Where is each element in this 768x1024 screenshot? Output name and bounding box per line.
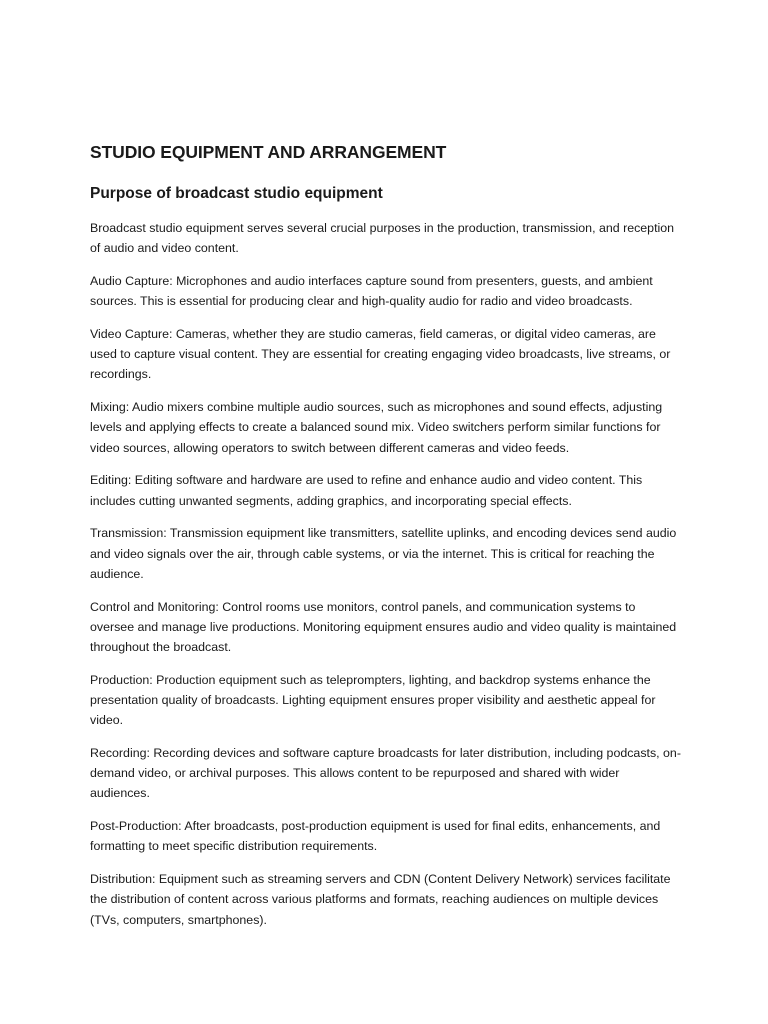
document-title: STUDIO EQUIPMENT AND ARRANGEMENT: [90, 142, 447, 162]
paragraph-intro: Broadcast studio equipment serves several crucial purposes in the production, transmission, and reception of audio and video content.: [90, 221, 675, 256]
paragraph-mixing: Mixing: Audio mixers combine multiple audio sources, such as microphones and sound effects, adjusting levels and applying effects to create a balanced sound mix. Video switchers perform similar functions for video sources, allowing operators to switch between different cameras and video feeds.: [90, 400, 663, 455]
paragraph-post-production: Post-Production: After broadcasts, post-production equipment is used for final edits, enhancements, and formatting to meet specific distribution requirements.: [90, 819, 661, 854]
document-page: [90, 140, 682, 942]
paragraph-transmission: Transmission: Transmission equipment like transmitters, satellite uplinks, and encoding devices send audio and video signals over the air, through cable systems, or via the internet. This is critical for reaching the audience.: [90, 526, 677, 581]
paragraph-recording: Recording: Recording devices and software capture broadcasts for later distribution, including podcasts, on-demand video, or archival purposes. This allows content to be repurposed and shared with wider audiences.: [90, 746, 681, 801]
paragraph-editing: Editing: Editing software and hardware are used to refine and enhance audio and video content. This includes cutting unwanted segments, adding graphics, and incorporating special effects.: [90, 473, 643, 508]
paragraph-audio-capture: Audio Capture: Microphones and audio interfaces capture sound from presenters, guests, and ambient sources. This is essential for producing clear and high-quality audio for radio and video broadcasts.: [90, 274, 653, 309]
section-heading: Purpose of broadcast studio equipment: [90, 185, 383, 202]
paragraph-video-capture: Video Capture: Cameras, whether they are studio cameras, field cameras, or digital video cameras, are used to capture visual content. They are essential for creating engaging video broadcasts, live streams, or recordings.: [90, 327, 671, 382]
paragraph-distribution: Distribution: Equipment such as streaming servers and CDN (Content Delivery Network) services facilitate the distribution of content across various platforms and formats, reaching audiences on multiple devices (TVs, computers, smartphones).: [90, 872, 671, 927]
paragraph-production: Production: Production equipment such as teleprompters, lighting, and backdrop systems enhance the presentation quality of broadcasts. Lighting equipment ensures proper visibility and aesthetic appeal for video.: [90, 672, 656, 728]
paragraph-control-monitoring: Control and Monitoring: Control rooms use monitors, control panels, and communication systems to oversee and manage live productions. Monitoring equipment ensures audio and video quality is maintained throughout the broadcast.: [90, 599, 677, 655]
